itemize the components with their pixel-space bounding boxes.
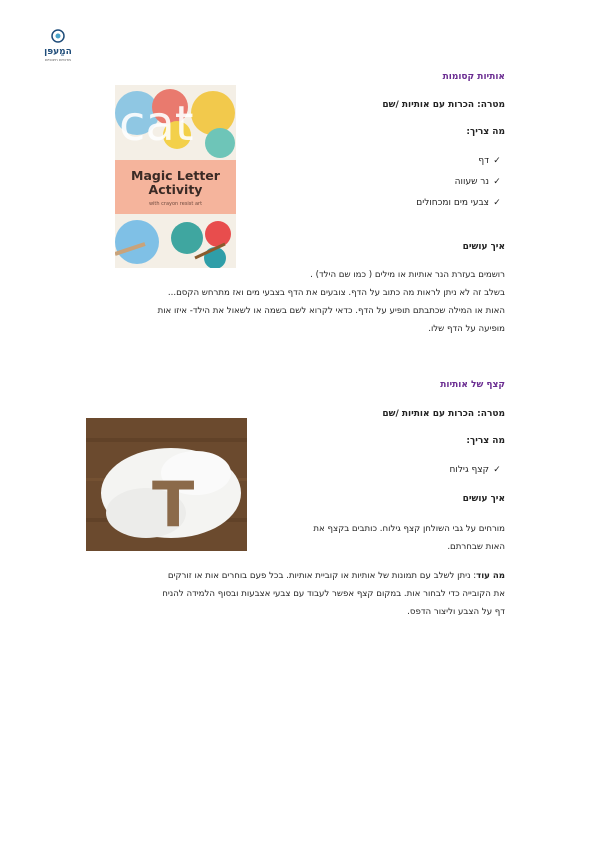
logo-icon [48, 29, 68, 43]
logo-subtitle: מרכזים חינוכיים [44, 57, 72, 62]
paragraph-line: רושמים בעזרת הנר אותיות או מילים ( כמו שם הילד) . [310, 270, 505, 280]
activity1-title: אותיות קסומות [442, 72, 505, 82]
activity2-need-label: מה צריך: [466, 436, 505, 446]
checkmark-icon: ✓ [493, 156, 501, 166]
checkmark-icon: ✓ [493, 198, 501, 208]
list-item: ✓דף [478, 156, 505, 166]
activity1-how-label: איך עושים [462, 242, 505, 252]
paragraph-line: את הקובייה כדי לבחור אות. במקום קצף אפשר לעבוד עם צבעי אצבעות ובסוף הלמידה להניח [162, 589, 505, 599]
paragraph-line: דף על הצבע וליצור הדפס. [407, 607, 505, 617]
logo-name: המַעפּן [44, 47, 72, 57]
list-item: ✓צבעי מים ומכחולים [416, 198, 505, 208]
paragraph-line: האות או המילה שכתבתם תופיע על הדף. כדאי לקרוא לשם בשמה או לשאול את הילד- איזו אות [157, 306, 505, 316]
checkmark-icon: ✓ [493, 177, 501, 187]
more-label: מה עוד [476, 571, 505, 581]
checkmark-icon: ✓ [493, 465, 501, 475]
activity2-more [90, 567, 505, 621]
activity2-goal: מטרה: הכרות עם אותיות /שם [382, 409, 505, 419]
paragraph-line: האות שבחרתם. [447, 542, 505, 552]
letter-t: T [152, 468, 195, 541]
activity1-goal: מטרה: הכרות עם אותיות /שם [382, 100, 505, 110]
cat-word: cat [119, 96, 194, 152]
list-item: ✓נר שעווה [455, 177, 505, 187]
paragraph-line: מורחים על גבי השולחן קצף גילוח. כותבים בקצף את [313, 524, 505, 534]
shaving-cream-image [86, 418, 247, 551]
activity2-how-label: איך עושים [462, 494, 505, 504]
list-item: ✓קצף גילוח [449, 465, 505, 475]
logo [26, 28, 90, 70]
watercolor-letters-graphic [115, 85, 236, 160]
paragraph-line: מופיעה על הדף שלו. [428, 324, 505, 334]
activity1-instructions [90, 266, 505, 338]
magic-letter-image [115, 85, 236, 268]
activity2-instructions [265, 520, 505, 556]
paragraph-line: מה עוד: ניתן לשלב עם תמונות של אותיות או קוביית אותיות. בכל פעם בוחרים אות או זורקים [167, 571, 505, 581]
card-title: Magic Letter Activity [131, 168, 220, 197]
card-subtitle: with crayon resist art [148, 201, 203, 207]
painting-graphic [115, 214, 236, 268]
paragraph-line: בשלב זה לא ניתן לראות מה כתוב על הדף. צובעים את הדף בצבעי מים ואז מתרחש הקסם... [167, 288, 505, 298]
activity1-need-label: מה צריך: [466, 127, 505, 137]
activity2-title: קצף של אותיות [440, 380, 505, 390]
